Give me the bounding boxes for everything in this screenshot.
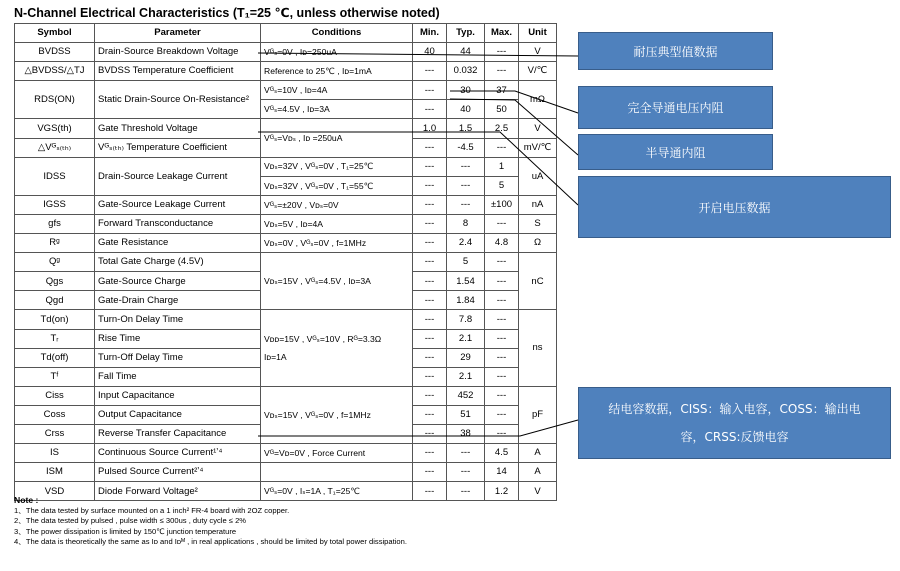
notes-section — [14, 495, 407, 548]
note-item: 2、The data tested by pulsed , pulse width ≤ 300us , duty cycle ≤ 2% — [14, 516, 247, 526]
table-row — [15, 119, 557, 138]
unit-cell: V — [519, 43, 557, 62]
symbol-cell: Coss — [15, 405, 95, 424]
conditions-cell — [261, 310, 413, 386]
typ-cell: 8 — [447, 214, 485, 233]
parameter-cell: Gate Resistance — [95, 234, 261, 253]
parameter-cell: Static Drain-Source On-Resistance² — [95, 81, 261, 119]
symbol-cell: Qgs — [15, 272, 95, 291]
table-row — [15, 386, 557, 405]
switching-conditions-line1: Vᴅᴅ=15V , Vᴳₛ=10V , Rᴳ=3.3Ω — [264, 334, 382, 345]
parameter-cell: Input Capacitance — [95, 386, 261, 405]
typ-cell: 30 — [447, 81, 485, 100]
symbol-cell: ISM — [15, 463, 95, 482]
parameter-cell: Gate Threshold Voltage — [95, 119, 261, 138]
min-cell: --- — [413, 463, 447, 482]
parameter-cell: Drain-Source Leakage Current — [95, 157, 261, 195]
min-cell: --- — [413, 272, 447, 291]
callout-threshold-voltage: 开启电压数据 — [578, 176, 891, 238]
symbol-cell: Crss — [15, 424, 95, 443]
symbol-cell: Rᵍ — [15, 234, 95, 253]
unit-cell: nA — [519, 195, 557, 214]
max-cell: --- — [485, 405, 519, 424]
min-cell: --- — [413, 253, 447, 272]
min-cell: 1.0 — [413, 119, 447, 138]
parameter-cell: Continuous Source Current¹ʼ⁴ — [95, 444, 261, 463]
parameter-cell: Drain-Source Breakdown Voltage — [95, 43, 261, 62]
conditions-cell — [261, 463, 413, 482]
symbol-cell: Td(on) — [15, 310, 95, 329]
symbol-cell: Tᶠ — [15, 367, 95, 386]
typ-cell: 1.84 — [447, 291, 485, 310]
table-row — [15, 310, 557, 329]
header-min: Min. — [413, 24, 447, 43]
parameter-cell: Rise Time — [95, 329, 261, 348]
symbol-cell: BVDSS — [15, 43, 95, 62]
unit-cell: Ω — [519, 234, 557, 253]
conditions-cell: Vᴳₛ=0V , Iₛ=1A , T₁=25℃ — [261, 482, 413, 501]
table-row — [15, 463, 557, 482]
conditions-cell: Vᴅₛ=15V , Vᴳₛ=4.5V , Iᴅ=3A — [261, 253, 413, 310]
unit-cell: S — [519, 214, 557, 233]
unit-cell: V — [519, 119, 557, 138]
header-unit: Unit — [519, 24, 557, 43]
min-cell: --- — [413, 62, 447, 81]
unit-cell: mV/℃ — [519, 138, 557, 157]
table-row — [15, 157, 557, 176]
conditions-cell: Vᴅₛ=32V , Vᴳₛ=0V , T₁=55℃ — [261, 176, 413, 195]
parameter-cell: Forward Transconductance — [95, 214, 261, 233]
typ-cell: --- — [447, 463, 485, 482]
symbol-cell: IDSS — [15, 157, 95, 195]
table-row — [15, 195, 557, 214]
max-cell: 4.8 — [485, 234, 519, 253]
table-row — [15, 253, 557, 272]
symbol-cell: gfs — [15, 214, 95, 233]
parameter-cell: Gate-Source Leakage Current — [95, 195, 261, 214]
unit-cell: A — [519, 444, 557, 463]
unit-cell: V/℃ — [519, 62, 557, 81]
typ-cell: 2.4 — [447, 234, 485, 253]
header-conditions: Conditions — [261, 24, 413, 43]
unit-cell: uA — [519, 157, 557, 195]
symbol-cell: VGS(th) — [15, 119, 95, 138]
parameter-cell: Turn-Off Delay Time — [95, 348, 261, 367]
max-cell: 5 — [485, 176, 519, 195]
table-row — [15, 444, 557, 463]
note-item: 4、The data is theoretically the same as Iᴅ and Iᴅᴹ , in real applications , should be limited by total power dissipation. — [14, 537, 407, 547]
parameter-cell: Fall Time — [95, 367, 261, 386]
symbol-cell: IS — [15, 444, 95, 463]
table-row — [15, 43, 557, 62]
min-cell: --- — [413, 138, 447, 157]
parameter-cell: Gate-Drain Charge — [95, 291, 261, 310]
max-cell: 37 — [485, 81, 519, 100]
min-cell: --- — [413, 482, 447, 501]
table-row — [15, 81, 557, 100]
unit-cell: A — [519, 463, 557, 482]
max-cell: 1 — [485, 157, 519, 176]
conditions-cell: Vᴅₛ=5V , Iᴅ=4A — [261, 214, 413, 233]
typ-cell: --- — [447, 195, 485, 214]
parameter-cell: Gate-Source Charge — [95, 272, 261, 291]
parameter-cell: Turn-On Delay Time — [95, 310, 261, 329]
table-row — [15, 214, 557, 233]
parameter-cell: Diode Forward Voltage² — [95, 482, 261, 501]
min-cell: 40 — [413, 43, 447, 62]
max-cell: --- — [485, 272, 519, 291]
conditions-cell: Vᴳ=Vᴅ=0V , Force Current — [261, 444, 413, 463]
symbol-cell: IGSS — [15, 195, 95, 214]
unit-cell: nC — [519, 253, 557, 310]
symbol-cell: △Vᴳₛ₍ₜₕ₎ — [15, 138, 95, 157]
note-item: 1、The data tested by surface mounted on a 1 inch² FR-4 board with 2OZ copper. — [14, 505, 290, 515]
parameter-cell: Pulsed Source Current²ʼ⁴ — [95, 463, 261, 482]
switching-conditions-line2: Iᴅ=1A — [264, 352, 287, 363]
min-cell: --- — [413, 310, 447, 329]
min-cell: --- — [413, 444, 447, 463]
typ-cell: 51 — [447, 405, 485, 424]
min-cell: --- — [413, 329, 447, 348]
conditions-cell: Vᴳₛ=Vᴅₛ , Iᴅ =250uA — [261, 119, 413, 157]
symbol-cell: RDS(ON) — [15, 81, 95, 119]
typ-cell: 452 — [447, 386, 485, 405]
notes-title: Note : — [14, 495, 39, 505]
typ-cell: 40 — [447, 100, 485, 119]
min-cell: --- — [413, 214, 447, 233]
max-cell: 1.2 — [485, 482, 519, 501]
typ-cell: --- — [447, 444, 485, 463]
callout-full-on-resistance: 完全导通电压内阻 — [578, 86, 773, 129]
symbol-cell: VSD — [15, 482, 95, 501]
typ-cell: --- — [447, 157, 485, 176]
max-cell: --- — [485, 43, 519, 62]
unit-cell: V — [519, 482, 557, 501]
symbol-cell: Ciss — [15, 386, 95, 405]
typ-cell: 44 — [447, 43, 485, 62]
max-cell: --- — [485, 424, 519, 443]
unit-cell: mΩ — [519, 81, 557, 119]
max-cell: --- — [485, 367, 519, 386]
header-parameter: Parameter — [95, 24, 261, 43]
symbol-cell: Tᵣ — [15, 329, 95, 348]
page-title: N-Channel Electrical Characteristics (T₁=25 ℃, unless otherwise noted) — [14, 6, 440, 20]
typ-cell: --- — [447, 482, 485, 501]
parameter-cell: BVDSS Temperature Coefficient — [95, 62, 261, 81]
min-cell: --- — [413, 405, 447, 424]
typ-cell: 5 — [447, 253, 485, 272]
max-cell: --- — [485, 310, 519, 329]
note-item: 3、The power dissipation is limited by 150℃ junction temperature — [14, 526, 237, 536]
min-cell: --- — [413, 100, 447, 119]
min-cell: --- — [413, 195, 447, 214]
parameter-cell: Output Capacitance — [95, 405, 261, 424]
max-cell: --- — [485, 253, 519, 272]
table-header-row — [15, 24, 557, 43]
typ-cell: 38 — [447, 424, 485, 443]
max-cell: --- — [485, 138, 519, 157]
unit-cell: pF — [519, 386, 557, 443]
table-row — [15, 62, 557, 81]
callout-capacitance: 结电容数据，CISS：输入电容，COSS：输出电容，CRSS:反馈电容 — [578, 387, 891, 459]
max-cell: --- — [485, 329, 519, 348]
callout-breakdown-voltage: 耐压典型值数据 — [578, 32, 773, 70]
symbol-cell: Td(off) — [15, 348, 95, 367]
min-cell: --- — [413, 157, 447, 176]
conditions-cell: Reference to 25℃ , Iᴅ=1mA — [261, 62, 413, 81]
typ-cell: 1.5 — [447, 119, 485, 138]
header-symbol: Symbol — [15, 24, 95, 43]
symbol-cell: Qgd — [15, 291, 95, 310]
min-cell: --- — [413, 386, 447, 405]
parameter-cell: Reverse Transfer Capacitance — [95, 424, 261, 443]
symbol-cell: △BVDSS/△TJ — [15, 62, 95, 81]
min-cell: --- — [413, 367, 447, 386]
characteristics-table — [14, 23, 557, 501]
min-cell: --- — [413, 291, 447, 310]
max-cell: --- — [485, 214, 519, 233]
typ-cell: 1.54 — [447, 272, 485, 291]
parameter-cell: Vᴳₛ₍ₜₕ₎ Temperature Coefficient — [95, 138, 261, 157]
max-cell: 14 — [485, 463, 519, 482]
conditions-cell: Vᴳₛ=10V , Iᴅ=4A — [261, 81, 413, 100]
min-cell: --- — [413, 176, 447, 195]
conditions-cell: Vᴅₛ=32V , Vᴳₛ=0V , T₁=25℃ — [261, 157, 413, 176]
min-cell: --- — [413, 424, 447, 443]
max-cell: --- — [485, 62, 519, 81]
table-row — [15, 234, 557, 253]
max-cell: --- — [485, 291, 519, 310]
conditions-cell: Vᴅₛ=0V , Vᴳₛ=0V , f=1MHz — [261, 234, 413, 253]
symbol-cell: Qᵍ — [15, 253, 95, 272]
typ-cell: 29 — [447, 348, 485, 367]
conditions-cell: Vᴳₛ=±20V , Vᴅₛ=0V — [261, 195, 413, 214]
typ-cell: 7.8 — [447, 310, 485, 329]
max-cell: 2.5 — [485, 119, 519, 138]
conditions-cell: Vᴅₛ=15V , Vᴳₛ=0V , f=1MHz — [261, 386, 413, 443]
max-cell: --- — [485, 348, 519, 367]
typ-cell: 0.032 — [447, 62, 485, 81]
conditions-cell: Vᴳₛ=0V , Iᴅ=250uA — [261, 43, 413, 62]
max-cell: ±100 — [485, 195, 519, 214]
max-cell: --- — [485, 386, 519, 405]
max-cell: 4.5 — [485, 444, 519, 463]
max-cell: 50 — [485, 100, 519, 119]
unit-cell: ns — [519, 310, 557, 386]
min-cell: --- — [413, 234, 447, 253]
conditions-cell: Vᴳₛ=4.5V , Iᴅ=3A — [261, 100, 413, 119]
typ-cell: --- — [447, 176, 485, 195]
min-cell: --- — [413, 81, 447, 100]
typ-cell: 2.1 — [447, 367, 485, 386]
header-max: Max. — [485, 24, 519, 43]
typ-cell: -4.5 — [447, 138, 485, 157]
parameter-cell: Total Gate Charge (4.5V) — [95, 253, 261, 272]
header-typ: Typ. — [447, 24, 485, 43]
callout-half-on-resistance: 半导通内阻 — [578, 134, 773, 170]
min-cell: --- — [413, 348, 447, 367]
typ-cell: 2.1 — [447, 329, 485, 348]
